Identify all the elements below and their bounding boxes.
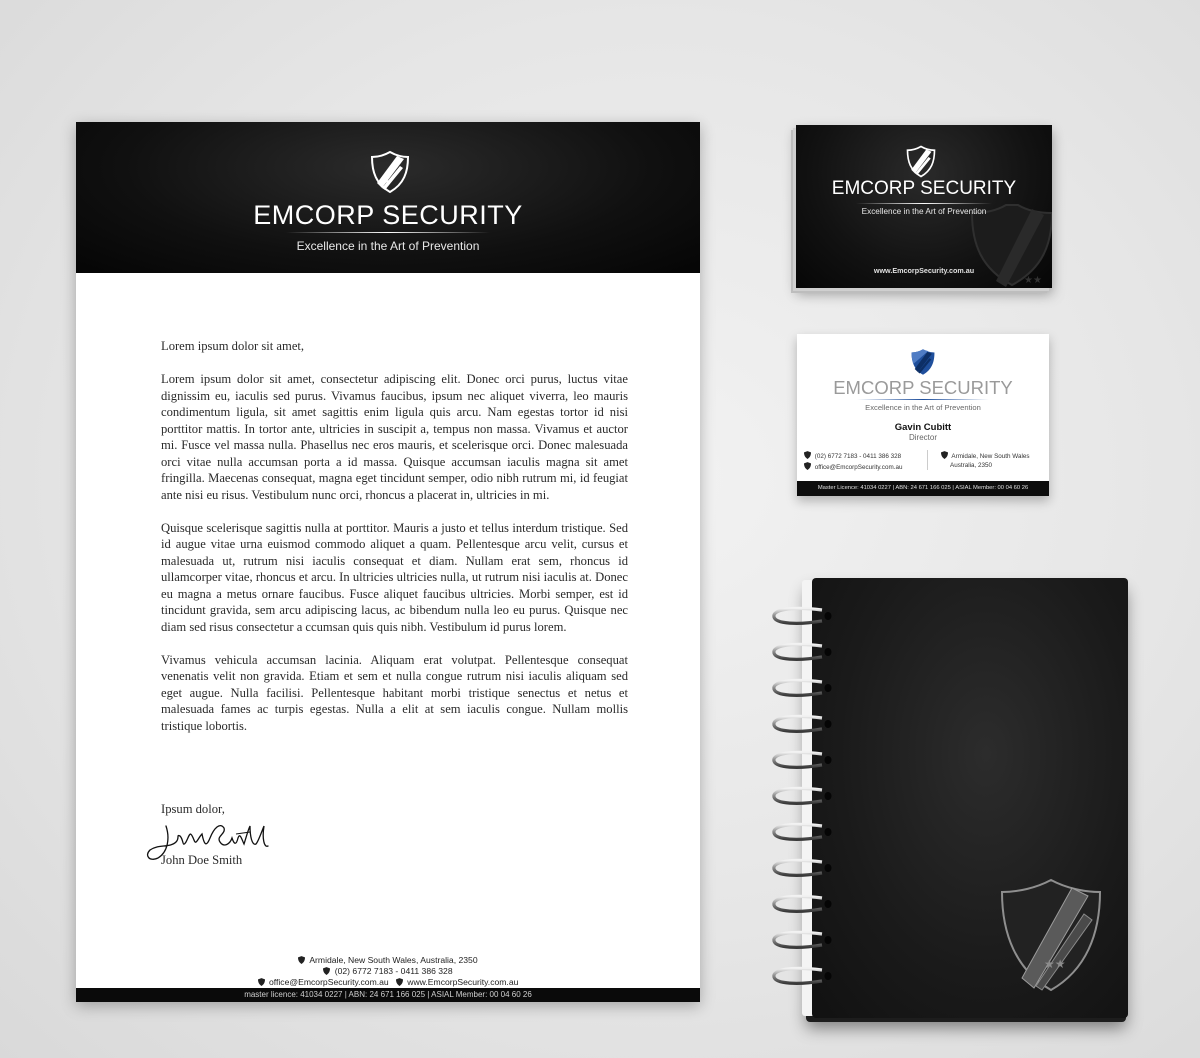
footer-phone-line	[76, 966, 700, 977]
letterhead-sheet	[76, 122, 700, 1002]
footer-contact-line	[76, 977, 700, 988]
shield-bullet-icon	[323, 967, 330, 975]
letter-closing: Ipsum dolor,	[161, 802, 225, 816]
card-contact-right	[941, 451, 1030, 470]
card-tagline: Excellence in the Art of Prevention	[865, 403, 981, 412]
card-person-role: Director	[908, 433, 937, 442]
footer-phone: (02) 6772 7183 - 0411 386 328	[334, 965, 453, 976]
letterhead-footer-bar: master licence: 41034 0227 | ABN: 24 671 166 025 | ASIAL Member: 00 04 60 26	[76, 988, 700, 1002]
brand-underline	[286, 232, 490, 233]
letterhead-header	[76, 122, 700, 273]
card-email-line	[804, 462, 902, 473]
card-phone: (02) 6772 7183 - 0411 386 328	[814, 453, 902, 460]
brand-underline	[857, 399, 989, 400]
letterhead-tagline: Excellence in the Art of Prevention	[296, 239, 480, 253]
business-card-front	[796, 125, 1052, 288]
shield-logo-icon	[910, 348, 936, 376]
svg-text:★★: ★★	[1044, 957, 1066, 971]
brand-underline	[856, 203, 992, 204]
footer-address: Armidale, New South Wales, Australia, 2350	[309, 955, 478, 965]
signer-name: John Doe Smith	[161, 853, 243, 867]
spiral-notebook	[798, 578, 1128, 1020]
card-contact-left	[804, 451, 902, 472]
shield-bullet-icon	[804, 451, 811, 459]
embossed-shield-icon	[996, 874, 1106, 994]
svg-text:★★: ★★	[379, 178, 390, 185]
shield-logo-icon	[906, 145, 936, 178]
card-email[interactable]: office@EmcorpSecurity.com.au	[814, 463, 903, 471]
shield-bullet-icon	[396, 978, 403, 986]
card-person-name: Gavin Cubitt	[894, 422, 952, 433]
business-card-back	[797, 334, 1049, 496]
letter-paragraph-2: Quisque scelerisque sagittis nulla at porttitor. Mauris a justo et tellus interdum tristique. Sed id augue vitae urna euismod commodo aliquet a quam. Pellentesque arcu velit, cursus et malesuada ut, rutrum nisi iaculis consequat et diam. Nullam erat sem, rhoncus id ullamcorper vitae, rhoncus et arcu. In ultricies ultricies nulla, ut rutrum nisi iaculis at. Donec eu magna a metus ornare faucibus. Fusce aliquet faucibus ultricies. Morbi semper, est id tincidunt gravida, sem arcu adipiscing lacus, ac bibendum nulla leo eu purus. Quisque nec diam sed risus consectetur a ccumsan quis quis nibh. Vestibulum id purus lorem.	[161, 520, 628, 634]
letter-paragraph-1: Lorem ipsum dolor sit amet, consectetur adipiscing elit. Donec orci purus, luctus vitae dignissim eu, iaculis sed purus. Vivamus faucibus, ipsum nec aliquet viverra, leo mauris condimentum ligula, sit amet sagittis enim ligula quis arcu. Nam egestas tortor id nisi porttitor mattis. In tortor ante, ultricies in suscipit a, tempus non massa. Vivamus et auctor mi. Fusce vel massa nulla. Phasellus nec eros mauris, et scelerisque orci. Donec malesuada orci vitae nulla accumsan porta a id massa. Quisque accumsan iaculis magna sit amet fringilla. Maecenas consequat, magna eget tincidunt semper, odio nibh rutrum mi, id feugiat ante nisi eu risus. Vestibulum nunc orci, rhoncus a placerat in, ultricies in mi.	[161, 372, 628, 502]
spiral-binding	[770, 600, 842, 1020]
card-phone-line	[804, 451, 902, 462]
letterhead-footer	[76, 955, 700, 987]
card-address-2: Australia, 2350	[950, 461, 993, 469]
card-tagline: Excellence in the Art of Prevention	[861, 207, 987, 216]
card-address-line-2	[941, 462, 1030, 471]
letter-greeting: Lorem ipsum dolor sit amet,	[161, 339, 305, 353]
letter-paragraph-3: Vivamus vehicula accumsan lacinia. Aliquam erat volutpat. Pellentesque consequat venenatis velit non gravida. Etiam et sem et nulla congue rutrum nisi iaculis aliquam sed eget augue. Nulla facilisi. Pellentesque habitant morbi tristique senectus et netus et malesuada fames ac turpis egestas. Nulla a elit at sem iaculis congue. Nullam mollis tristique lobortis.	[161, 652, 628, 733]
footer-email[interactable]: office@EmcorpSecurity.com.au	[269, 976, 389, 987]
letterhead-brand: EMCORP SECURITY	[253, 200, 523, 230]
shield-logo-icon	[370, 150, 410, 194]
card-address-1: Armidale, New South Wales	[951, 453, 1030, 460]
card-brand: EMCORP SECURITY	[833, 377, 1013, 398]
shield-bullet-icon	[941, 451, 948, 459]
shield-bullet-icon	[258, 978, 265, 986]
card-website: www.EmcorpSecurity.com.au	[873, 266, 975, 275]
footer-address-line	[76, 955, 700, 966]
letter-body	[161, 338, 628, 751]
shield-bullet-icon	[804, 462, 811, 470]
footer-website[interactable]: www.EmcorpSecurity.com.au	[407, 976, 519, 987]
card-brand: EMCORP SECURITY	[831, 178, 1017, 199]
card-address-line-1	[941, 451, 1030, 462]
svg-text:★★: ★★	[1024, 275, 1042, 286]
card-divider	[927, 450, 928, 470]
shield-bullet-icon	[298, 956, 305, 964]
card-footer-bar: Master Licence: 41034 0227 | ABN: 24 671 166 025 | ASIAL Member: 00 04 60 26	[797, 481, 1049, 496]
